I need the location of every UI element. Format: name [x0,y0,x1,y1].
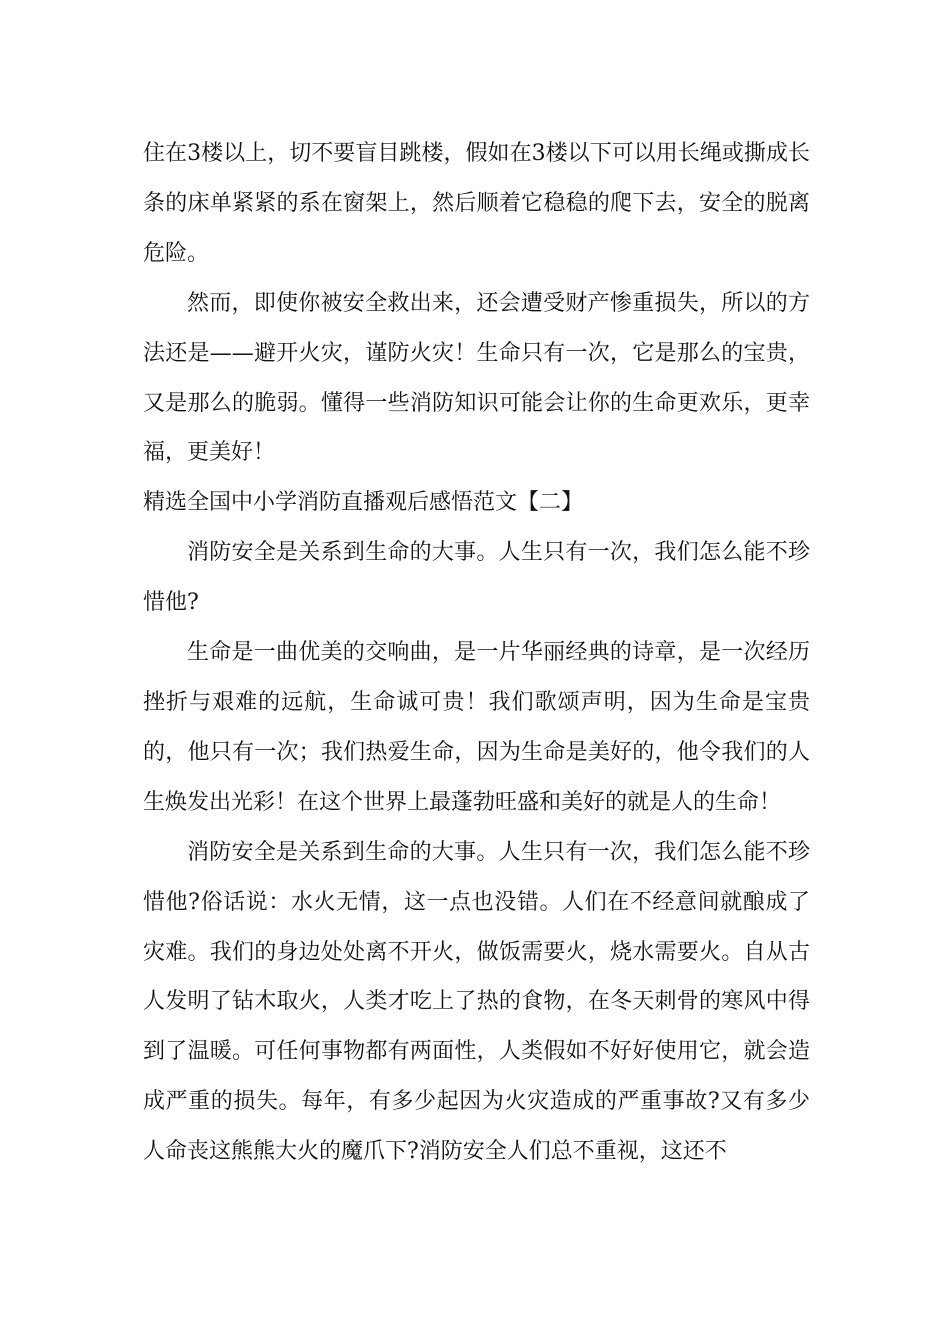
document-body [143,129,810,1177]
section-heading: 精选全国中小学消防直播观后感悟范文【二】 [143,490,584,516]
paragraph-prevention: 然而，即使你被安全救出来，还会遭受财产惨重损失，所以的方法还是——避开火灾，谨防火灾！生命只有一次，它是那么的宝贵，又是那么的脆弱。懂得一些消防知识可能会让你的生命更欢乐，更幸福，更美好！ [143,290,810,466]
paragraph-intro: 消防安全是关系到生命的大事。人生只有一次，我们怎么能不珍惜他? [143,540,810,616]
paragraph-escape-advice: 住在3楼以上，切不要盲目跳楼，假如在3楼以下可以用长绳或撕成长条的床单紧紧的系在窗架上，然后顺着它稳稳的爬下去，安全的脱离危险。 [143,141,810,266]
paragraph-life: 生命是一曲优美的交响曲，是一片华丽经典的诗章，是一次经历挫折与艰难的远航，生命诚可贵！我们歌颂声明，因为生命是宝贵的，他只有一次；我们热爱生命，因为生命是美好的，他令我们的人生焕发出光彩！在这个世界上最蓬勃旺盛和美好的就是人的生命！ [143,640,810,815]
paragraph-fire-safety: 消防安全是关系到生命的大事。人生只有一次，我们怎么能不珍惜他?俗话说：水火无情，这一点也没错。人们在不经意间就酿成了灾难。我们的身边处处离不开火，做饭需要火，烧水需要火。自从古人发明了钻木取火，人类才吃上了热的食物，在冬天刺骨的寒风中得到了温暖。可任何事物都有两面性，人类假如不好好使用它，就会造成严重的损失。每年，有多少起因为火灾造成的严重事故?又有多少人命丧这熊熊大火的魔爪下?消防安全人们总不重视，这还不 [143,839,810,1165]
